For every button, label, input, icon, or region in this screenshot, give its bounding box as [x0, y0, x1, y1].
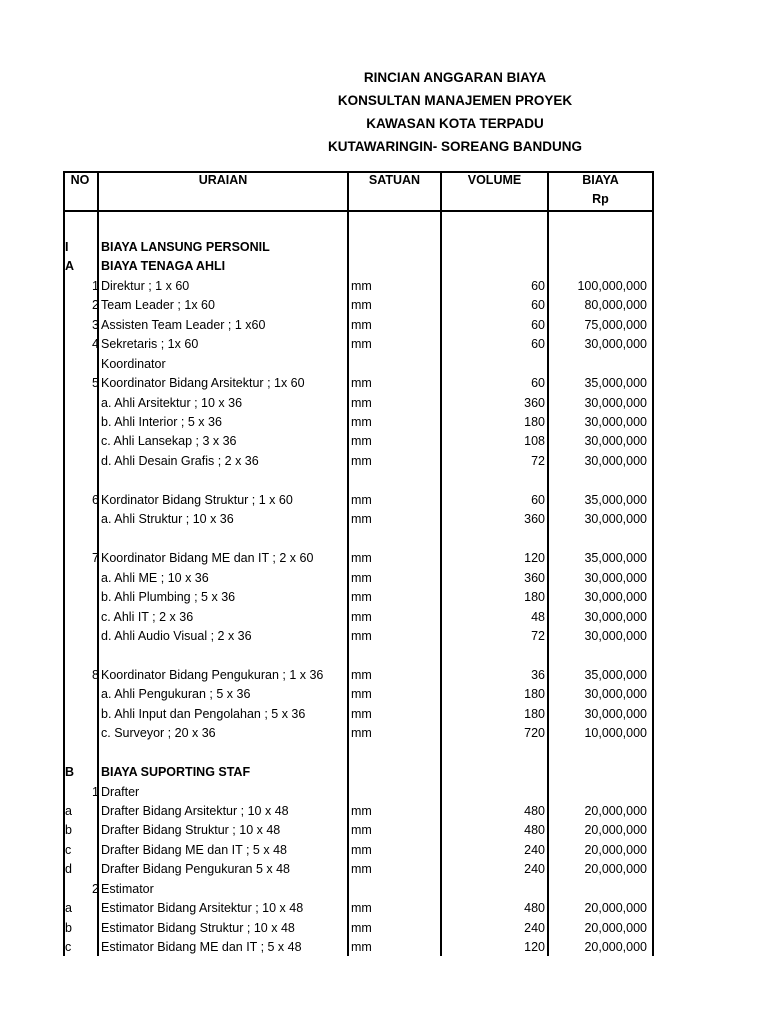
row-uraian: Drafter Bidang ME dan IT ; 5 x 48: [101, 842, 287, 857]
row-no: B: [65, 765, 75, 780]
row-biaya: 30,000,000: [584, 590, 647, 605]
table-row: [63, 588, 654, 607]
table-row: [63, 452, 654, 471]
row-volume: 180: [524, 687, 545, 702]
row-biaya: 30,000,000: [584, 415, 647, 429]
table-row: [63, 802, 654, 821]
row-volume: 360: [524, 395, 545, 410]
table-row: [63, 608, 654, 627]
row-uraian: d. Ahli Audio Visual ; 2 x 36: [101, 628, 252, 643]
row-biaya: 10,000,000: [584, 726, 647, 741]
row-volume: 240: [524, 842, 545, 857]
row-satuan: mm: [351, 667, 372, 682]
row-satuan: mm: [351, 551, 372, 566]
title-line-3: KAWASAN KOTA TERPADU: [366, 116, 544, 131]
row-uraian: Kordinator Bidang Struktur ; 1 x 60: [101, 492, 293, 507]
row-biaya: 20,000,000: [584, 842, 647, 857]
title-line-2: KONSULTAN MANAJEMEN PROYEK: [337, 93, 573, 108]
row-no: 8: [92, 667, 99, 682]
row-biaya: 20,000,000: [584, 920, 647, 935]
row-volume: 36: [531, 667, 545, 682]
row-satuan: mm: [351, 901, 372, 916]
table-row: [63, 724, 654, 743]
row-no: b: [65, 823, 72, 838]
row-uraian: b. Ahli Interior ; 5 x 36: [101, 415, 222, 429]
table-row: [63, 569, 654, 588]
row-volume: 480: [524, 823, 545, 838]
row-no: A: [65, 259, 75, 274]
row-satuan: mm: [351, 317, 372, 332]
row-uraian: Estimator: [101, 881, 154, 896]
row-uraian: c. Surveyor ; 20 x 36: [101, 726, 216, 741]
row-no: c: [65, 842, 72, 857]
row-no: c: [65, 940, 72, 955]
row-volume: 360: [524, 570, 545, 585]
table-row: [63, 666, 654, 685]
header-satuan: SATUAN: [368, 173, 421, 187]
row-uraian: Estimator Bidang ME dan IT ; 5 x 48: [101, 940, 302, 955]
document-title: [255, 66, 655, 158]
row-biaya: 30,000,000: [584, 609, 647, 624]
table-row: [63, 491, 654, 510]
row-volume: 60: [531, 298, 545, 313]
table-row: [63, 705, 654, 724]
budget-table: [63, 171, 654, 956]
row-no: 4: [92, 337, 99, 352]
row-uraian: Drafter Bidang Arsitektur ; 10 x 48: [101, 804, 289, 818]
row-uraian: c. Ahli IT ; 2 x 36: [101, 609, 194, 624]
row-no: 2: [92, 298, 99, 313]
row-volume: 72: [531, 628, 545, 643]
row-no: 5: [92, 376, 99, 391]
row-satuan: mm: [351, 628, 372, 643]
row-satuan: mm: [351, 492, 372, 507]
header-biaya-unit: Rp: [592, 192, 609, 206]
row-no: 3: [92, 317, 99, 332]
row-satuan: mm: [351, 570, 372, 585]
table-row: [63, 880, 654, 899]
row-volume: 120: [524, 551, 545, 566]
row-no: 2: [92, 881, 99, 896]
row-no: 6: [92, 492, 99, 507]
table-row: [63, 394, 654, 413]
row-biaya: 30,000,000: [584, 687, 647, 702]
table-row: [63, 744, 654, 763]
row-volume: 480: [524, 804, 545, 818]
row-biaya: 35,000,000: [584, 376, 647, 391]
title-line-4: KUTAWARINGIN- SOREANG BANDUNG: [328, 139, 582, 154]
header-no: NO: [70, 173, 90, 187]
row-satuan: mm: [351, 337, 372, 352]
row-volume: 180: [524, 590, 545, 605]
header-biaya: BIAYA: [582, 173, 619, 187]
row-satuan: mm: [351, 415, 372, 429]
row-uraian: Drafter Bidang Pengukuran 5 x 48: [101, 862, 291, 877]
row-biaya: 20,000,000: [584, 862, 647, 877]
table-row: [63, 277, 654, 296]
row-biaya: 75,000,000: [584, 317, 647, 332]
row-no: d: [65, 862, 72, 877]
row-uraian: a. Ahli ME ; 10 x 36: [101, 570, 209, 585]
row-volume: 720: [524, 726, 545, 741]
header-bottom-border: [63, 210, 654, 212]
table-row: [63, 432, 654, 451]
row-biaya: 20,000,000: [584, 804, 647, 818]
row-no: 1: [92, 784, 99, 799]
row-satuan: mm: [351, 862, 372, 877]
row-biaya: 30,000,000: [584, 706, 647, 721]
row-no: 7: [92, 551, 99, 566]
row-volume: 240: [524, 920, 545, 935]
row-uraian: d. Ahli Desain Grafis ; 2 x 36: [101, 453, 259, 468]
row-biaya: 20,000,000: [584, 901, 647, 916]
row-biaya: 30,000,000: [584, 395, 647, 410]
row-satuan: mm: [351, 609, 372, 624]
table-row: [63, 783, 654, 802]
row-volume: 120: [524, 940, 545, 955]
row-satuan: mm: [351, 590, 372, 605]
row-uraian: a. Ahli Struktur ; 10 x 36: [101, 512, 234, 527]
row-satuan: mm: [351, 920, 372, 935]
row-no: a: [65, 804, 72, 818]
table-row: [63, 374, 654, 393]
row-biaya: 30,000,000: [584, 434, 647, 449]
row-volume: 60: [531, 376, 545, 391]
row-satuan: mm: [351, 804, 372, 818]
row-no: a: [65, 901, 72, 916]
row-uraian: Drafter: [101, 784, 140, 799]
row-biaya: 30,000,000: [584, 512, 647, 527]
table-row: [63, 413, 654, 432]
row-uraian: Team Leader ; 1x 60: [101, 298, 215, 313]
table-row: [63, 821, 654, 840]
row-satuan: mm: [351, 940, 372, 955]
table-row: [63, 316, 654, 335]
row-uraian: Koordinator Bidang ME dan IT ; 2 x 60: [101, 551, 314, 566]
row-volume: 180: [524, 706, 545, 721]
row-uraian: Drafter Bidang Struktur ; 10 x 48: [101, 823, 281, 838]
row-satuan: mm: [351, 687, 372, 702]
table-row: [63, 296, 654, 315]
row-no: b: [65, 920, 72, 935]
row-satuan: mm: [351, 298, 372, 313]
table-row: [63, 219, 654, 238]
row-satuan: mm: [351, 842, 372, 857]
table-row: [63, 627, 654, 646]
header-volume: VOLUME: [467, 173, 522, 187]
table-row: [63, 646, 654, 665]
table-row: [63, 530, 654, 549]
row-no: I: [65, 239, 69, 254]
row-volume: 240: [524, 862, 545, 877]
row-biaya: 30,000,000: [584, 628, 647, 643]
row-uraian: Koordinator: [101, 356, 166, 371]
row-uraian: Sekretaris ; 1x 60: [101, 337, 199, 352]
row-biaya: 100,000,000: [577, 278, 647, 293]
row-biaya: 30,000,000: [584, 337, 647, 352]
row-uraian: a. Ahli Arsitektur ; 10 x 36: [101, 395, 243, 410]
row-volume: 480: [524, 901, 545, 916]
row-volume: 60: [531, 492, 545, 507]
row-biaya: 20,000,000: [584, 940, 647, 955]
row-volume: 48: [531, 609, 545, 624]
row-volume: 180: [524, 415, 545, 429]
row-uraian: Estimator Bidang Arsitektur ; 10 x 48: [101, 901, 304, 916]
row-satuan: mm: [351, 706, 372, 721]
row-uraian: BIAYA TENAGA AHLI: [101, 259, 226, 274]
table-row: [63, 860, 654, 879]
row-uraian: BIAYA LANSUNG PERSONIL: [101, 239, 270, 254]
table-row: [63, 899, 654, 918]
row-volume: 60: [531, 337, 545, 352]
table-row: [63, 335, 654, 354]
title-line-1: RINCIAN ANGGARAN BIAYA: [363, 70, 547, 85]
row-uraian: Direktur ; 1 x 60: [101, 278, 190, 293]
row-biaya: 35,000,000: [584, 551, 647, 566]
table-row: [63, 549, 654, 568]
row-volume: 72: [531, 453, 545, 468]
row-volume: 60: [531, 317, 545, 332]
row-biaya: 35,000,000: [584, 667, 647, 682]
row-satuan: mm: [351, 453, 372, 468]
row-satuan: mm: [351, 823, 372, 838]
row-biaya: 30,000,000: [584, 453, 647, 468]
table-row: [63, 471, 654, 490]
row-uraian: Koordinator Bidang Arsitektur ; 1x 60: [101, 376, 305, 391]
row-volume: 60: [531, 278, 545, 293]
row-no: 1: [92, 278, 99, 293]
row-biaya: 80,000,000: [584, 298, 647, 313]
row-satuan: mm: [351, 376, 372, 391]
table-row: [63, 355, 654, 374]
row-uraian: Estimator Bidang Struktur ; 10 x 48: [101, 920, 295, 935]
table-row: [63, 685, 654, 704]
row-satuan: mm: [351, 512, 372, 527]
row-uraian: b. Ahli Input dan Pengolahan ; 5 x 36: [101, 706, 306, 721]
row-satuan: mm: [351, 395, 372, 410]
table-row: [63, 257, 654, 276]
row-uraian: a. Ahli Pengukuran ; 5 x 36: [101, 687, 251, 702]
row-uraian: c. Ahli Lansekap ; 3 x 36: [101, 434, 237, 449]
row-biaya: 35,000,000: [584, 492, 647, 507]
table-row: [63, 763, 654, 782]
row-uraian: Assisten Team Leader ; 1 x60: [101, 317, 266, 332]
table-row: [63, 938, 654, 957]
row-satuan: mm: [351, 278, 372, 293]
row-biaya: 20,000,000: [584, 823, 647, 838]
row-satuan: mm: [351, 434, 372, 449]
table-row: [63, 841, 654, 860]
row-volume: 360: [524, 512, 545, 527]
table-row: [63, 919, 654, 938]
row-uraian: BIAYA SUPORTING STAF: [101, 765, 251, 780]
row-uraian: Koordinator Bidang Pengukuran ; 1 x 36: [101, 667, 324, 682]
row-biaya: 30,000,000: [584, 570, 647, 585]
row-volume: 108: [524, 434, 545, 449]
row-uraian: b. Ahli Plumbing ; 5 x 36: [101, 590, 236, 605]
table-row: [63, 238, 654, 257]
header-uraian: URAIAN: [198, 173, 248, 187]
table-row: [63, 510, 654, 529]
row-satuan: mm: [351, 726, 372, 741]
